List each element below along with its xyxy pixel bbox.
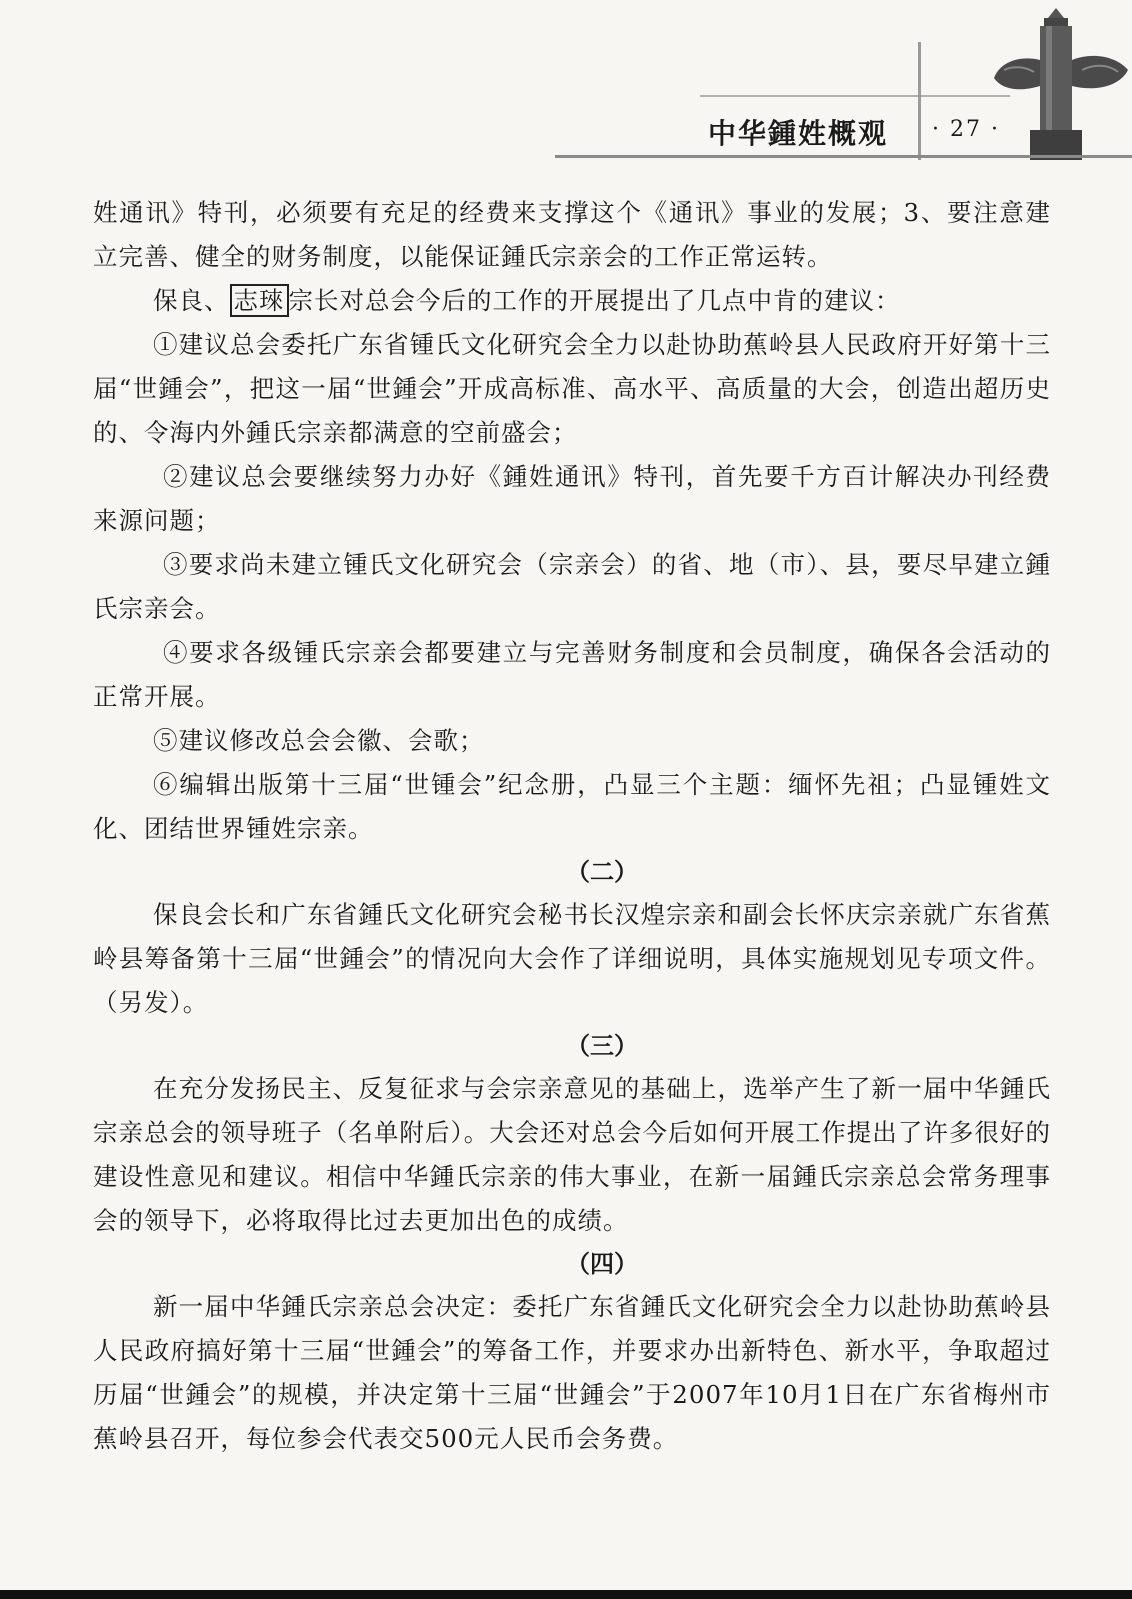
section-3-paragraph: 在充分发扬民主、反复征求与会宗亲意见的基础上，选举产生了新一届中华鍾氏宗亲总会的领导班子（名单附后）。大会还对总会今后如何开展工作提出了许多很好的建设性意见和建议。相信中华鍾氏宗亲的伟大事业，在新一届鍾氏宗亲总会常务理事会的领导下，必将取得比过去更加出色的成绩。 bbox=[93, 1074, 1051, 1235]
header-vertical-rule bbox=[918, 42, 921, 160]
suggestion-item-6: ⑥编辑出版第十三届“世锺会”纪念册，凸显三个主题：缅怀先祖；凸显锺姓文化、团结世界锺姓宗亲。 bbox=[93, 770, 1051, 843]
suggestion-item-4: ④要求各级锺氏宗亲会都要建立与完善财务制度和会员制度，确保各会活动的正常开展。 bbox=[93, 638, 1051, 711]
section-4-paragraph: 新一届中华鍾氏宗亲总会决定：委托广东省鍾氏文化研究会全力以赴协助蕉岭县人民政府搞好第十三届“世鍾会”的筹备工作，并要求办出新特色、新水平，争取超过历届“世鍾会”的规模，并决定第十三届“世鍾会”于2007年10月1日在广东省梅州市蕉岭县召开，每位参会代表交500元人民币会务费。 bbox=[93, 1292, 1051, 1453]
section-heading-4: （四） bbox=[566, 1250, 638, 1278]
suggestion-item-5: ⑤建议修改总会会徽、会歌； bbox=[153, 726, 485, 755]
paragraph-continued: 姓通讯》特刊，必须要有充足的经费来支撑这个《通讯》事业的发展；3、要注意建立完善、健全的财务制度，以能保证鍾氏宗亲会的工作正常运转。 bbox=[93, 198, 1051, 271]
section-2-paragraph: 保良会长和广东省鍾氏文化研究会秘书长汉煌宗亲和副会长怀庆宗亲就广东省蕉岭县筹备第十三届“世鍾会”的情况向大会作了详细说明，具体实施规划见专项文件。（另发）。 bbox=[93, 900, 1051, 1017]
header-bottom-rule bbox=[555, 155, 1132, 158]
paragraph-text: 宗长对总会今后的工作的开展提出了几点中肯的建议： bbox=[288, 286, 901, 315]
suggestion-item-1: ①建议总会委托广东省锺氏文化研究会全力以赴协助蕉岭县人民政府开好第十三届“世鍾会”，把这一届“世鍾会”开成高标准、高水平、高质量的大会，创造出超历史的、令海内外鍾氏宗亲都满意的空前盛会； bbox=[93, 330, 1051, 447]
body-text bbox=[93, 191, 1051, 1461]
paragraph-suggestions-intro bbox=[93, 279, 1051, 323]
header-top-rule bbox=[700, 95, 1010, 97]
suggestion-item-2: ②建议总会要继续努力办好《鍾姓通讯》特刊，首先要千方百计解决办刊经费来源问题； bbox=[93, 462, 1051, 535]
paragraph-text: 保良、 bbox=[153, 286, 230, 315]
section-heading-2: （二） bbox=[566, 858, 638, 886]
scan-bottom-edge bbox=[0, 1590, 1132, 1599]
running-head-title: 中华鍾姓概观 bbox=[708, 117, 889, 150]
suggestion-item-3: ③要求尚未建立锺氏文化研究会（宗亲会）的省、地（市）、县，要尽早建立鍾氏宗亲会。 bbox=[93, 550, 1051, 623]
huabiao-column-ornament bbox=[990, 0, 1132, 160]
section-heading-3: （三） bbox=[566, 1032, 638, 1060]
boxed-name: 志琜 bbox=[230, 284, 289, 317]
page-number: · 27 · bbox=[932, 117, 1000, 142]
